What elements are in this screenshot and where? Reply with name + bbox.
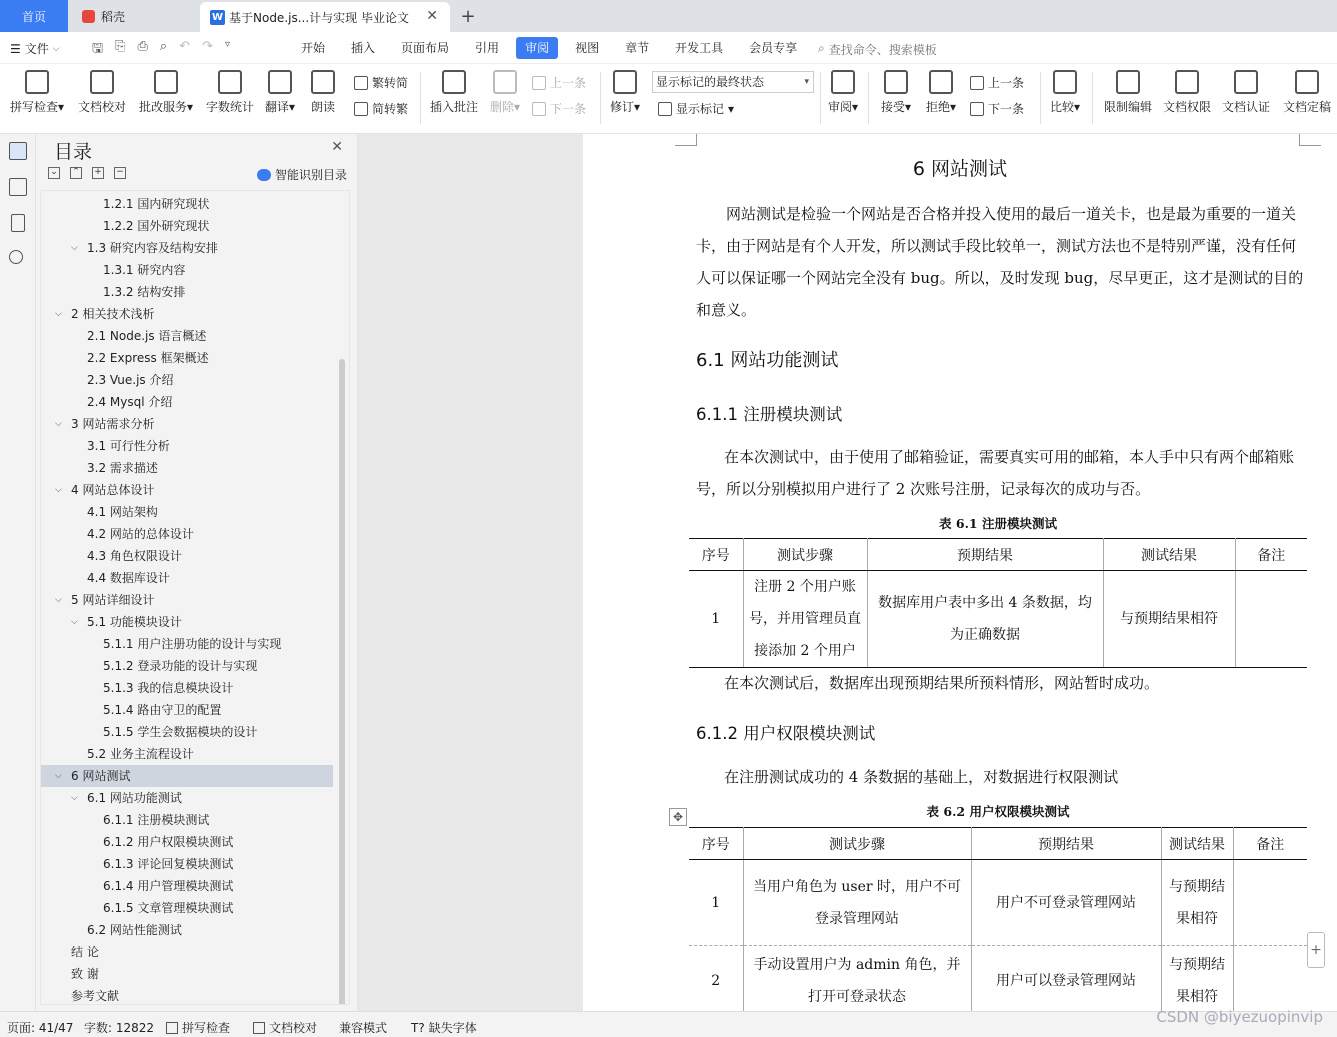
- table-cell: [1233, 860, 1307, 946]
- search-icon[interactable]: [9, 250, 23, 264]
- toc-item-label: 参考文献: [71, 989, 120, 1003]
- doc-proof-icon: [90, 70, 114, 94]
- word-count-indicator-label: 字数: 12822: [84, 1021, 155, 1035]
- toc-item[interactable]: [41, 699, 333, 721]
- missing-font-label: 缺失字体: [428, 1021, 477, 1035]
- next-revision-icon: [970, 102, 984, 116]
- toc-toolbar: [48, 167, 126, 179]
- table-header-cell: 序号: [689, 539, 743, 571]
- next-revision-button[interactable]: [970, 100, 1024, 117]
- batch-service-label: 批改服务: [138, 100, 187, 114]
- tab-view[interactable]: 视图: [575, 41, 600, 55]
- table-header-cell: 测试结果: [1103, 539, 1235, 571]
- show-markup-icon: [658, 102, 672, 116]
- table-cell: 1: [689, 571, 743, 668]
- toc-item[interactable]: [41, 501, 333, 523]
- tab-developer[interactable]: 开发工具: [675, 41, 724, 55]
- table-header-cell: 测试步骤: [743, 828, 971, 860]
- table-cell: 2: [689, 946, 743, 1012]
- toc-item-label: 2.4 Mysql 介绍: [87, 395, 173, 409]
- toc-item[interactable]: [41, 303, 333, 325]
- toc-item[interactable]: [41, 435, 333, 457]
- prev-comment-icon: [532, 76, 546, 90]
- page-corner-mark: [1299, 134, 1321, 146]
- spell-check-icon: [166, 1022, 178, 1034]
- toc-item[interactable]: [41, 347, 333, 369]
- table-cell: 用户不可登录管理网站: [971, 860, 1161, 946]
- toc-item[interactable]: [41, 215, 333, 237]
- chevron-down-icon[interactable]: ⌵: [55, 771, 62, 781]
- toc-item-label: 结 论: [71, 945, 99, 959]
- compat-mode-label: 兼容模式: [339, 1021, 388, 1035]
- ribbon-divider: [1092, 72, 1093, 124]
- register-test-table: [689, 538, 1307, 668]
- toc-item[interactable]: [41, 589, 333, 611]
- toc-item[interactable]: [41, 985, 333, 1005]
- command-search-placeholder: 查找命令、搜索模板: [828, 43, 937, 57]
- title-bar: [0, 0, 1337, 32]
- toc-item[interactable]: [41, 523, 333, 545]
- toc-item[interactable]: [41, 545, 333, 567]
- insert-comment-label: 插入批注: [429, 100, 478, 114]
- table-row: [689, 571, 1307, 668]
- print-preview-icon[interactable]: ⌕: [159, 39, 168, 54]
- tab-document-label: 基于Node.js...计与实现 毕业论文: [229, 10, 409, 25]
- reject-button[interactable]: 拒绝▾: [924, 70, 958, 115]
- table-cell: 当用户角色为 user 时，用户不可登录管理网站: [743, 860, 971, 946]
- reject-label: 拒绝: [925, 100, 950, 114]
- tab-daoke[interactable]: [68, 0, 198, 32]
- chevron-down-icon[interactable]: ⌵: [71, 793, 78, 803]
- table-header-cell: 预期结果: [867, 539, 1103, 571]
- revise-icon: [613, 70, 637, 94]
- toc-item[interactable]: [41, 677, 333, 699]
- redo-icon[interactable]: ↷: [202, 39, 213, 54]
- delete-comment-button[interactable]: 删除▾: [488, 70, 522, 115]
- add-heading-icon[interactable]: +: [92, 167, 104, 179]
- markup-state-select[interactable]: [652, 71, 814, 93]
- toc-item[interactable]: [41, 743, 333, 765]
- toc-item[interactable]: [41, 391, 333, 413]
- new-tab-button[interactable]: +: [460, 5, 476, 27]
- table-cell: 用户可以登录管理网站: [971, 946, 1161, 1012]
- read-aloud-icon: [311, 70, 335, 94]
- toc-item-label: 6.2 网站性能测试: [87, 923, 182, 937]
- tab-document[interactable]: [200, 2, 450, 32]
- tab-member[interactable]: 会员专享: [749, 41, 798, 55]
- table-cell: 数据库用户表中多出 4 条数据，均为正确数据: [867, 571, 1103, 668]
- review-ribbon: [0, 64, 1337, 134]
- show-markup-button[interactable]: 显示标记 ▾: [658, 100, 734, 117]
- doc-proof-icon: [253, 1022, 265, 1034]
- toc-item-label: 5.1.3 我的信息模块设计: [103, 681, 234, 695]
- paragraph: 在本次测试后，数据库出现预期结果所预料情形，网站暂时成功。: [724, 674, 1160, 692]
- toc-item[interactable]: [41, 325, 333, 347]
- page-indicator-label: 页面: 41/47: [7, 1021, 74, 1035]
- table-cell: 注册 2 个用户账号，并用管理员直接添加 2 个用户: [743, 571, 867, 668]
- toc-item-label: 5.1.2 登录功能的设计与实现: [103, 659, 258, 673]
- batch-service-button[interactable]: 批改服务▾: [136, 70, 196, 115]
- toc-item-label: 5 网站详细设计: [71, 593, 155, 607]
- doc-permission-label: 文档权限: [1162, 100, 1211, 114]
- toc-item[interactable]: [41, 765, 333, 787]
- prev-comment-label: 上一条: [550, 76, 587, 90]
- doc-finalize-button[interactable]: [1281, 70, 1333, 115]
- table-cell: 与预期结果相符: [1161, 946, 1233, 1012]
- ribbon-divider: [820, 72, 821, 124]
- toc-panel: [36, 134, 358, 1011]
- tab-review[interactable]: 审阅: [516, 37, 558, 59]
- toc-item[interactable]: [41, 611, 333, 633]
- hamburger-icon: ☰: [10, 41, 21, 56]
- delete-comment-label: 删除: [489, 100, 514, 114]
- chevron-down-icon[interactable]: ⌵: [55, 595, 62, 605]
- review-button[interactable]: 审阅▾: [826, 70, 860, 115]
- chevron-down-icon: ⌵: [52, 43, 60, 54]
- subsection-heading: 6.1.1 注册模块测试: [696, 405, 843, 424]
- translate-button[interactable]: 翻译▾: [262, 70, 298, 115]
- table-header-cell: 备注: [1233, 828, 1307, 860]
- tab-home-label: 首页: [21, 9, 46, 24]
- accept-button[interactable]: 接受▾: [878, 70, 914, 115]
- lock-icon: [1116, 70, 1140, 94]
- table-row: [689, 946, 1307, 1012]
- toc-item-label: 6.1.1 注册模块测试: [103, 813, 210, 827]
- toc-scrollbar[interactable]: [339, 359, 345, 1005]
- word-count-button[interactable]: [204, 70, 256, 115]
- status-spell-label: 拼写检查: [182, 1021, 231, 1035]
- save-icon[interactable]: 🖫: [92, 41, 104, 56]
- next-comment-icon: [532, 102, 546, 116]
- toc-item[interactable]: [41, 567, 333, 589]
- page-corner-mark: [675, 134, 697, 146]
- simp-to-trad-button[interactable]: [354, 100, 408, 117]
- table-header-cell: 备注: [1235, 539, 1307, 571]
- simp-trad-icon: [354, 102, 368, 116]
- revise-label: 修订: [609, 100, 634, 114]
- table-header-cell: 测试步骤: [743, 539, 867, 571]
- ribbon-divider: [420, 72, 421, 124]
- toc-item[interactable]: [41, 633, 333, 655]
- toc-item[interactable]: [41, 655, 333, 677]
- table-cell: [1235, 571, 1307, 668]
- simp-trad-label: 简转繁: [372, 102, 409, 116]
- show-markup-label: 显示标记: [676, 102, 725, 116]
- spell-check-label: 拼写检查: [9, 100, 58, 114]
- toc-item[interactable]: [41, 721, 333, 743]
- tab-page-layout[interactable]: 页面布局: [401, 41, 450, 55]
- toc-item[interactable]: [41, 413, 333, 435]
- chevron-down-icon[interactable]: ⌵: [55, 485, 62, 495]
- next-comment-label: 下一条: [550, 102, 587, 116]
- word-count-indicator[interactable]: [84, 1019, 154, 1036]
- toc-item-label: 6.1.3 评论回复模块测试: [103, 857, 234, 871]
- toc-item-label: 4 网站总体设计: [71, 483, 155, 497]
- toc-list: [40, 190, 350, 1005]
- paragraph: 在注册测试成功的 4 条数据的基础上，对数据进行权限测试: [724, 768, 1119, 786]
- markup-state-value: 显示标记的最终状态: [656, 75, 765, 89]
- toc-item-label: 3 网站需求分析: [71, 417, 155, 431]
- missing-font-icon: T?: [411, 1020, 425, 1035]
- ribbon-divider: [600, 72, 601, 124]
- accept-icon: [884, 70, 908, 94]
- watermark: CSDN @biyezuopinvip: [1156, 1008, 1323, 1026]
- subsection-heading: 6.1.2 用户权限模块测试: [696, 724, 876, 743]
- doc-permission-button[interactable]: [1161, 70, 1213, 115]
- insert-comment-button[interactable]: [428, 70, 480, 115]
- review-pane-icon: [831, 70, 855, 94]
- permission-icon: [1175, 70, 1199, 94]
- toc-item[interactable]: [41, 897, 333, 919]
- tab-insert[interactable]: 插入: [351, 41, 376, 55]
- file-menu[interactable]: [10, 40, 60, 57]
- review-label: 审阅: [827, 100, 852, 114]
- finalize-icon: [1295, 70, 1319, 94]
- collapse-all-icon[interactable]: ⌄: [48, 167, 60, 179]
- toc-title: 目录: [54, 141, 93, 163]
- table-header-row: [689, 828, 1307, 860]
- daoke-icon: [82, 10, 95, 23]
- chevron-down-icon[interactable]: ⌵: [55, 309, 62, 319]
- prev-revision-button[interactable]: [970, 74, 1024, 91]
- print-icon[interactable]: ⎙: [137, 39, 148, 54]
- toc-item[interactable]: [41, 193, 333, 215]
- trad-simp-label: 繁转简: [372, 76, 409, 90]
- bookmark-icon[interactable]: [11, 214, 25, 232]
- table-cell: 与预期结果相符: [1103, 571, 1235, 668]
- tab-section[interactable]: 章节: [625, 41, 650, 55]
- prev-revision-label: 上一条: [988, 76, 1025, 90]
- next-revision-label: 下一条: [988, 102, 1025, 116]
- toc-item[interactable]: [41, 853, 333, 875]
- dropdown-arrow-icon: ▾: [804, 77, 809, 87]
- accept-label: 接受: [880, 100, 905, 114]
- command-search[interactable]: [818, 41, 937, 58]
- toc-item-label: 1.3.1 研究内容: [103, 263, 186, 277]
- toc-item-label: 6.1.4 用户管理模块测试: [103, 879, 234, 893]
- table-caption: 表 6.2 用户权限模块测试: [926, 804, 1070, 819]
- status-proof-label: 文档校对: [269, 1021, 318, 1035]
- batch-service-icon: [154, 70, 178, 94]
- menu-bar: [0, 32, 1337, 64]
- toc-item-label: 4.4 数据库设计: [87, 571, 170, 585]
- translate-label: 翻译: [264, 100, 289, 114]
- file-menu-label: 文件: [24, 42, 49, 56]
- ribbon-divider: [868, 72, 869, 124]
- compare-button[interactable]: 比较▾: [1048, 70, 1082, 115]
- doc-cert-button[interactable]: [1220, 70, 1272, 115]
- status-bar: [0, 1011, 1337, 1037]
- tab-daoke-label: 稻壳: [101, 9, 126, 24]
- table-cell: 手动设置用户为 admin 角色，并打开可登录状态: [743, 946, 971, 1012]
- toc-item-label: 2.3 Vue.js 介绍: [87, 373, 174, 387]
- permission-test-table: [689, 827, 1307, 1011]
- paragraph: 网站测试是检验一个网站是否合格并投入使用的最后一道关卡，也是最为重要的一道关卡，由于网站是有个人开发，所以测试手段比较单一，测试方法也不是特别严谨，没有任何人可以保证哪一个网站完全没有 bug。所以，及时发现 bug，尽早更正，这才是测试的目的和意义。: [696, 205, 1304, 319]
- trad-simp-icon: [354, 76, 368, 90]
- toc-item-label: 3.1 可行性分析: [87, 439, 170, 453]
- doc-proof-label: 文档校对: [77, 100, 126, 114]
- toc-item-label: 2.1 Node.js 语言概述: [87, 329, 207, 343]
- chevron-down-icon[interactable]: ⌵: [55, 419, 62, 429]
- toc-item-label: 5.1.5 学生会数据模块的设计: [103, 725, 258, 739]
- doc-cert-label: 文档认证: [1221, 100, 1270, 114]
- translate-icon: [268, 70, 292, 94]
- prev-comment-button[interactable]: [532, 74, 586, 91]
- page-indicator[interactable]: [7, 1019, 73, 1036]
- toc-item-label: 致 谢: [71, 967, 99, 981]
- document-page: [583, 134, 1337, 1011]
- word-count-icon: [218, 70, 242, 94]
- toc-item-label: 6.1.5 文章管理模块测试: [103, 901, 234, 915]
- delete-comment-icon: [493, 70, 517, 94]
- toc-item[interactable]: [41, 963, 333, 985]
- spell-check-button[interactable]: 拼写检查▾: [8, 70, 66, 115]
- toc-item-label: 5.2 业务主流程设计: [87, 747, 194, 761]
- table-header-cell: 测试结果: [1161, 828, 1233, 860]
- missing-font[interactable]: [411, 1019, 477, 1036]
- remove-heading-icon[interactable]: −: [114, 167, 126, 179]
- restrict-edit-button[interactable]: [1102, 70, 1154, 115]
- document-margin: [358, 134, 583, 1011]
- smart-toc-label: 智能识别目录: [274, 168, 347, 182]
- toc-item[interactable]: [41, 369, 333, 391]
- ribbon-tabs: [288, 32, 810, 64]
- toc-item-label: 6 网站测试: [71, 769, 131, 783]
- prev-revision-icon: [970, 76, 984, 90]
- chevron-down-icon[interactable]: ⌵: [71, 243, 78, 253]
- toc-item-label: 1.2.2 国外研究现状: [103, 219, 210, 233]
- restrict-edit-label: 限制编辑: [1103, 100, 1152, 114]
- toc-item[interactable]: [41, 809, 333, 831]
- export-icon[interactable]: ⎘: [115, 39, 126, 54]
- table-caption: 表 6.1 注册模块测试: [939, 516, 1057, 531]
- table-header-cell: 预期结果: [971, 828, 1161, 860]
- doc-proof-button[interactable]: [76, 70, 128, 115]
- table-cell: 与预期结果相符: [1161, 860, 1233, 946]
- quick-access-toolbar: [92, 39, 230, 61]
- paragraph: 在本次测试中，由于使用了邮箱验证，需要真实可用的邮箱，本人手中只有两个邮箱账号，所以分别模拟用户进行了 2 次账号注册，记录每次的成功与否。: [696, 448, 1295, 498]
- tab-references[interactable]: 引用: [475, 41, 500, 55]
- read-aloud-button[interactable]: [308, 70, 338, 115]
- compare-label: 比较: [1049, 100, 1074, 114]
- toc-item-label: 2.2 Express 框架概述: [87, 351, 209, 365]
- toc-item[interactable]: [41, 237, 333, 259]
- toc-item-label: 1.2.1 国内研究现状: [103, 197, 210, 211]
- chapter-heading: 6 网站测试: [912, 158, 1008, 180]
- chapter-icon[interactable]: [9, 178, 27, 196]
- ribbon-divider: [1040, 72, 1041, 124]
- toc-item-label: 4.1 网站架构: [87, 505, 158, 519]
- status-spell-check[interactable]: [166, 1019, 230, 1036]
- writer-icon: W: [211, 11, 224, 23]
- customize-icon[interactable]: ▿: [224, 39, 231, 50]
- reject-icon: [929, 70, 953, 94]
- doc-finalize-label: 文档定稿: [1282, 100, 1331, 114]
- ai-icon: [257, 169, 271, 181]
- compat-mode: [339, 1019, 387, 1036]
- toc-item[interactable]: [41, 919, 333, 941]
- status-doc-proof[interactable]: [253, 1019, 317, 1036]
- read-aloud-label: 朗读: [310, 100, 335, 114]
- toc-item[interactable]: [41, 875, 333, 897]
- close-icon[interactable]: ✕: [331, 139, 343, 155]
- nav-icon-strip: [0, 134, 36, 1011]
- expand-all-icon[interactable]: ⌃: [70, 167, 82, 179]
- toc-item-label: 1.3.2 结构安排: [103, 285, 186, 299]
- close-tab-icon[interactable]: ✕: [426, 8, 438, 24]
- table-row: [689, 860, 1307, 946]
- toc-item[interactable]: [41, 281, 333, 303]
- toc-item-label: 1.3 研究内容及结构安排: [87, 241, 218, 255]
- toc-item-label: 6.1 网站功能测试: [87, 791, 182, 805]
- toc-icon[interactable]: [9, 142, 27, 160]
- section-heading: 6.1 网站功能测试: [696, 350, 839, 371]
- next-comment-button[interactable]: [532, 100, 586, 117]
- tab-home[interactable]: [0, 0, 68, 32]
- toc-item-label: 3.2 需求描述: [87, 461, 158, 475]
- shield-icon: [1234, 70, 1258, 94]
- toc-item-label: 5.1 功能模块设计: [87, 615, 182, 629]
- toc-item[interactable]: [41, 457, 333, 479]
- toc-item[interactable]: [41, 479, 333, 501]
- toc-item[interactable]: [41, 259, 333, 281]
- table-cell: 1: [689, 860, 743, 946]
- toc-item-label: 4.3 角色权限设计: [87, 549, 182, 563]
- toc-item-label: 5.1.4 路由守卫的配置: [103, 703, 222, 717]
- compare-icon: [1053, 70, 1077, 94]
- smart-toc-button[interactable]: [257, 166, 347, 183]
- add-row-button[interactable]: +: [1307, 932, 1325, 968]
- toc-item[interactable]: [41, 787, 333, 809]
- toc-item-label: 6.1.2 用户权限模块测试: [103, 835, 234, 849]
- toc-item[interactable]: [41, 941, 333, 963]
- comment-icon: [442, 70, 466, 94]
- table-cell: [1233, 946, 1307, 1012]
- tab-start[interactable]: 开始: [301, 41, 326, 55]
- word-count-label: 字数统计: [205, 100, 254, 114]
- undo-icon[interactable]: ↶: [179, 39, 191, 54]
- toc-item-label: 5.1.1 用户注册功能的设计与实现: [103, 637, 282, 651]
- table-header-cell: 序号: [689, 828, 743, 860]
- revise-button[interactable]: 修订▾: [608, 70, 642, 115]
- toc-item-label: 2 相关技术浅析: [71, 307, 155, 321]
- table-header-row: [689, 539, 1307, 571]
- chevron-down-icon[interactable]: ⌵: [71, 617, 78, 627]
- trad-to-simp-button[interactable]: [354, 74, 408, 91]
- toc-item-label: 4.2 网站的总体设计: [87, 527, 194, 541]
- toc-item[interactable]: [41, 831, 333, 853]
- spell-check-icon: [25, 70, 49, 94]
- search-icon: ⌕: [818, 41, 825, 55]
- table-move-handle[interactable]: ✥: [669, 808, 687, 826]
